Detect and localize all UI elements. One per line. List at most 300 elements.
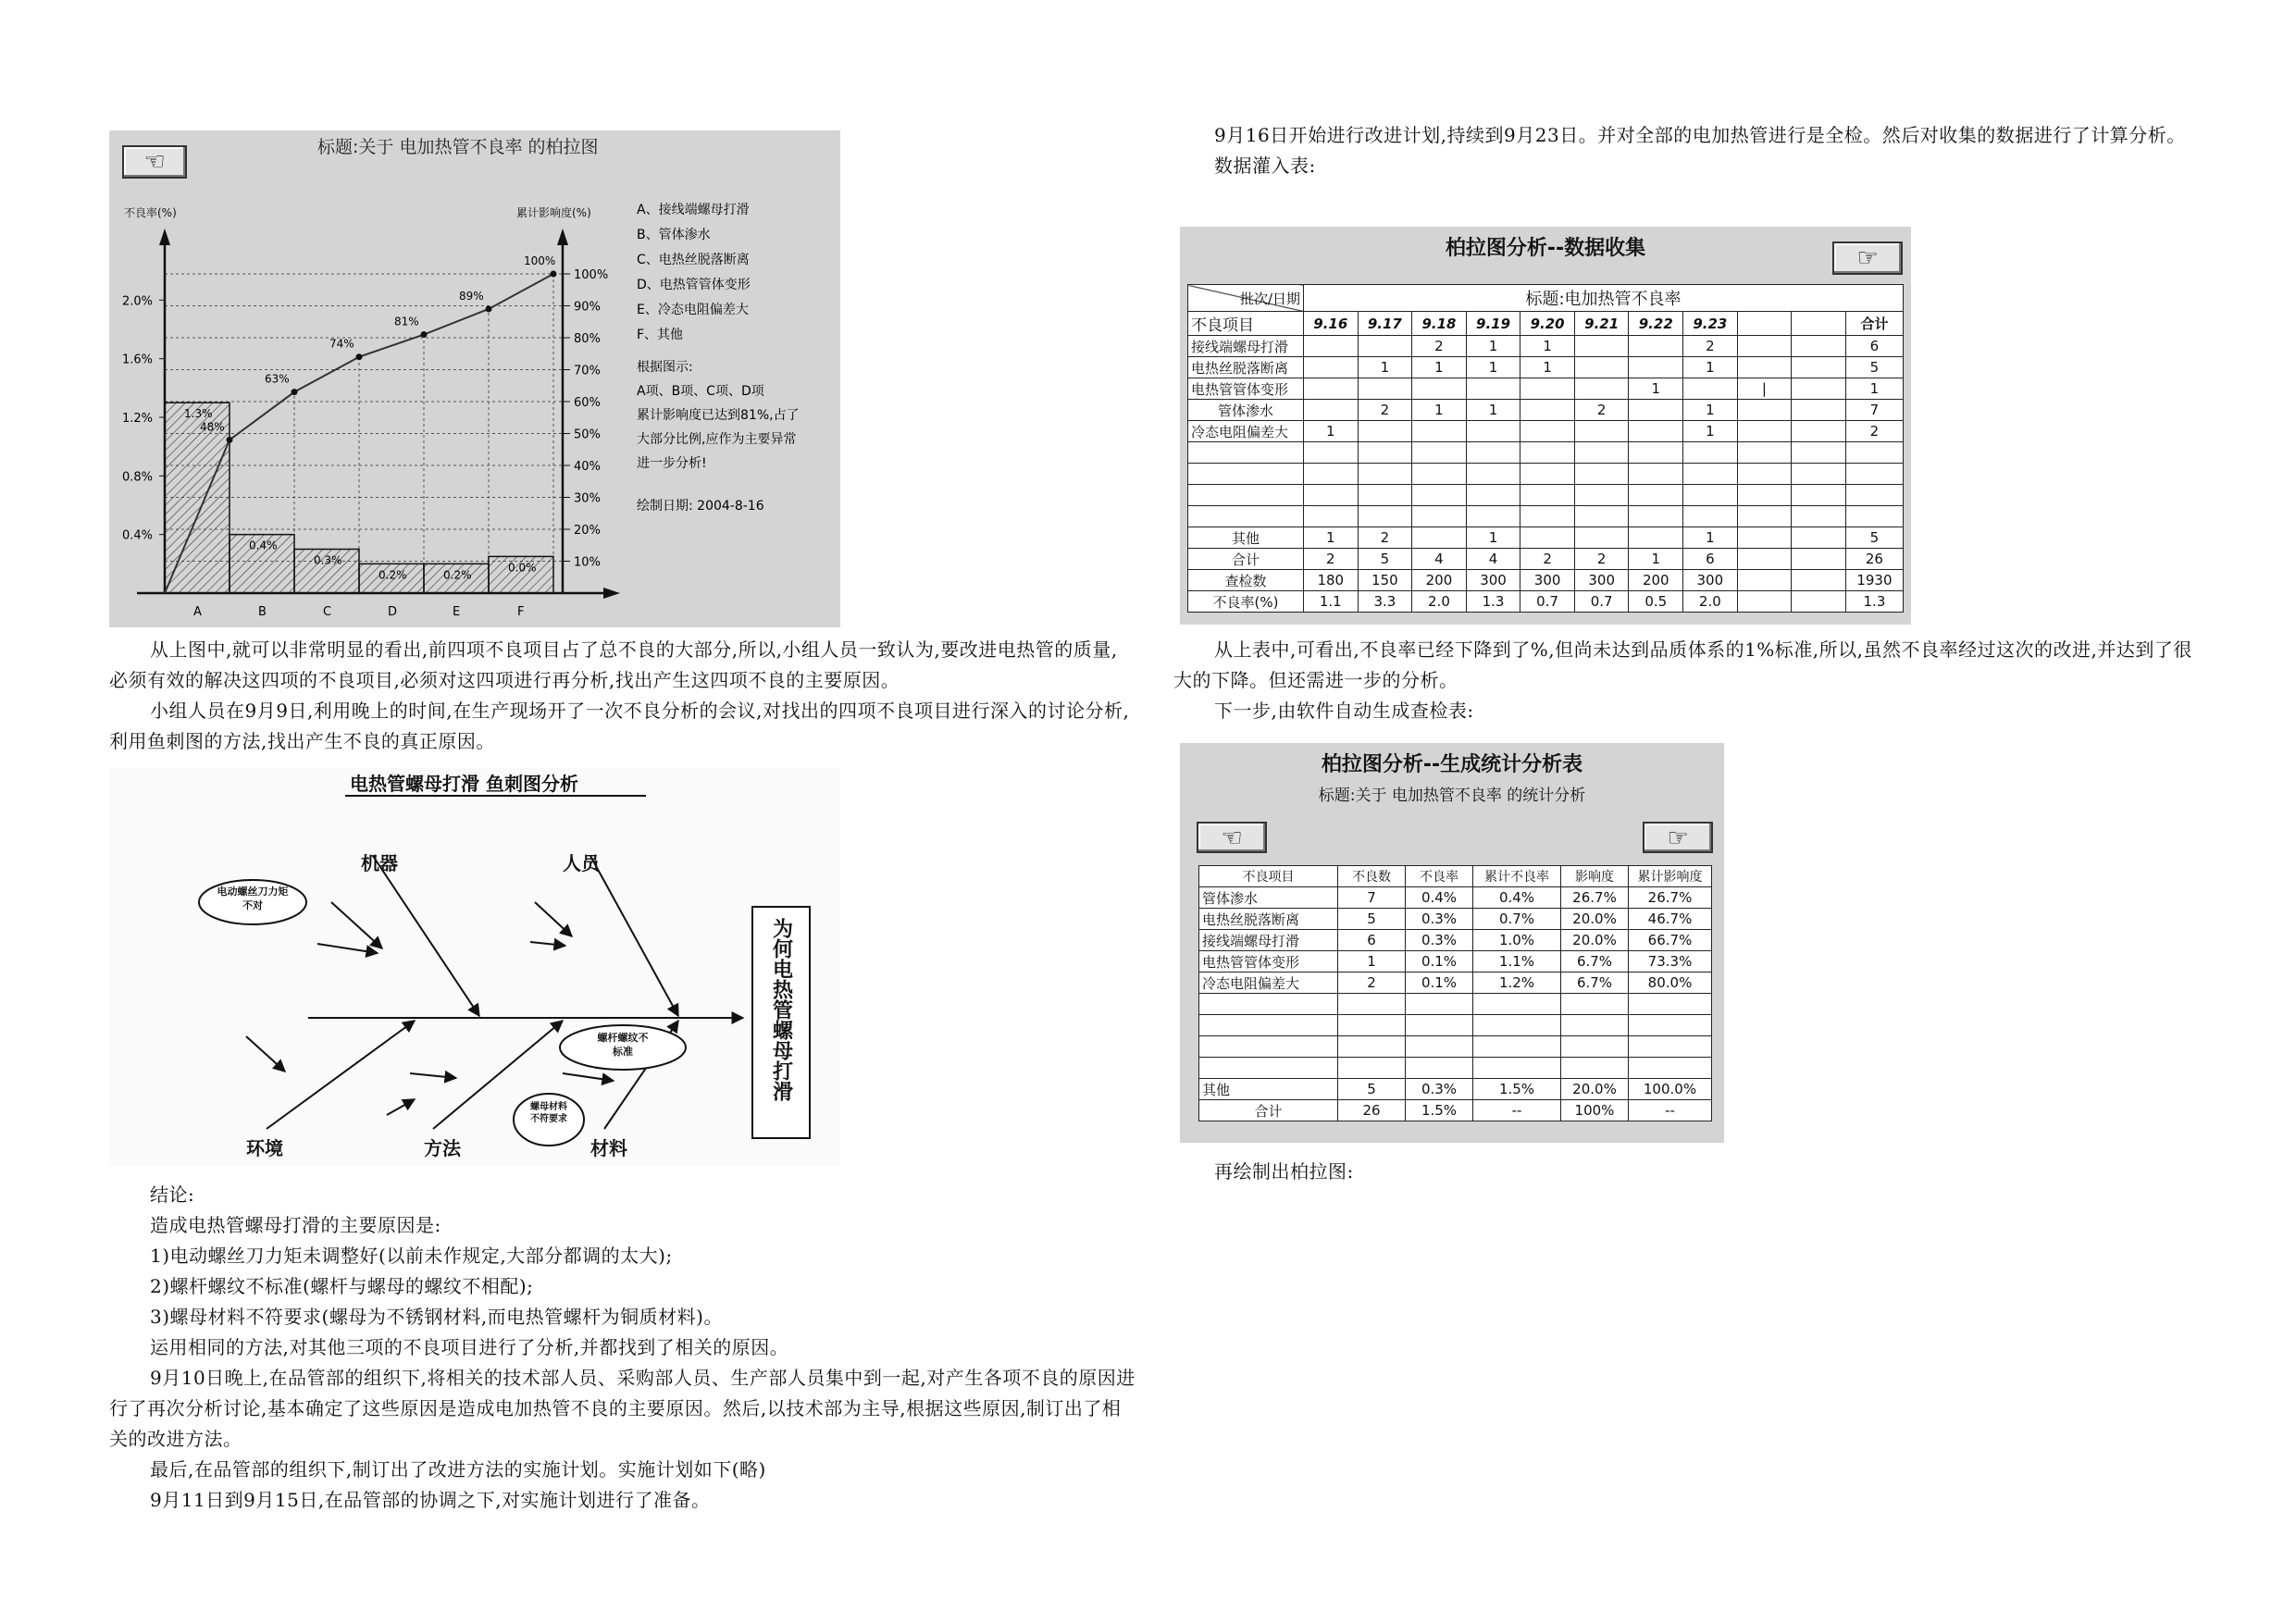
table-cell: 0.3% [1406, 930, 1473, 951]
table-cell: 2 [1845, 421, 1903, 442]
table-cell: 接线端螺母打滑 [1199, 930, 1338, 951]
table-cell: 1.2% [1473, 973, 1561, 994]
category-label: E [453, 605, 461, 619]
category-label: B [258, 605, 267, 619]
table-cell: 1 [1338, 951, 1406, 973]
table-cell: 26.7% [1629, 887, 1712, 909]
table-cell [1520, 485, 1575, 506]
table-cell: 1 [1520, 336, 1575, 357]
row-label [1188, 442, 1304, 464]
date-header: 9.23 [1683, 312, 1738, 336]
table-cell: 6 [1338, 930, 1406, 951]
cumulative-point [356, 353, 363, 360]
table-cell [1792, 570, 1846, 591]
table-cell [1792, 591, 1846, 613]
table-cell: 5 [1338, 1079, 1406, 1100]
table-cell [1629, 506, 1683, 527]
table-cell: 1 [1520, 357, 1575, 378]
table-cell: 6.7% [1561, 951, 1629, 973]
table-cell: 2 [1574, 400, 1629, 421]
table-cell: 6 [1683, 549, 1738, 570]
category-label: A [193, 605, 202, 619]
category-label: F [517, 605, 525, 619]
table-cell [1792, 357, 1846, 378]
category-material: 材料 [590, 1137, 627, 1159]
table-cell [1574, 442, 1629, 464]
stat-header: 累计不良率 [1473, 866, 1561, 887]
table-cell: 电热丝脱落断离 [1199, 909, 1338, 930]
table-cell [1629, 994, 1712, 1015]
table-cell: 1 [1466, 527, 1520, 549]
table-cell [1561, 1036, 1629, 1058]
table-cell: 1 [1358, 357, 1412, 378]
right-tick-label: 50% [574, 427, 601, 442]
table-cell [1629, 1058, 1712, 1079]
row-label: 不良率(%) [1188, 591, 1304, 613]
table-cell: 1.1% [1473, 951, 1561, 973]
table-cell [1792, 464, 1846, 485]
table-cell [1358, 442, 1412, 464]
table-cell: 2 [1412, 336, 1467, 357]
date-header: 9.18 [1412, 312, 1467, 336]
x-axis-arrow [603, 588, 620, 599]
left-text-lower [109, 1180, 1136, 1516]
table-cell [1792, 527, 1846, 549]
table-cell: 0.4% [1473, 887, 1561, 909]
fishbone-diagram [109, 768, 840, 1166]
date-header: 9.19 [1466, 312, 1520, 336]
table-cell: 20.0% [1561, 909, 1629, 930]
table-cell [1358, 421, 1412, 442]
table-cell [1520, 400, 1575, 421]
table-cell [1358, 378, 1412, 400]
paragraph-data-input: 数据灌入表: [1214, 155, 1316, 177]
table-row [1199, 887, 1712, 909]
bar-value-label: 1.3% [184, 407, 213, 421]
table-cell [1737, 570, 1792, 591]
table-cell [1737, 464, 1792, 485]
table-cell [1683, 485, 1738, 506]
table-cell [1629, 1015, 1712, 1036]
category-people: 人员 [563, 852, 600, 874]
table-cell [1520, 464, 1575, 485]
legend-item: C、电热丝脱落断离 [637, 253, 750, 267]
paragraph-plan: 最后,在品管部的组织下,制订出了改进方法的实施计划。实施计划如下(略) [150, 1458, 766, 1481]
table-cell [1338, 1015, 1406, 1036]
stat-title: 柏拉图分析--生成统计分析表 [1321, 753, 1583, 776]
table-cell: 7 [1338, 887, 1406, 909]
table-cell [1338, 1058, 1406, 1079]
table-cell [1845, 464, 1903, 485]
right-tick-label: 30% [574, 491, 601, 506]
table-cell [1629, 527, 1683, 549]
table-cell [1358, 336, 1412, 357]
table-cell [1466, 421, 1520, 442]
table-cell [1737, 591, 1792, 613]
cause-2: 2)螺杆螺纹不标准(螺杆与螺母的螺纹不相配); [150, 1275, 534, 1297]
table-cell: 2 [1574, 549, 1629, 570]
bar-value-label: 0.4% [249, 539, 278, 552]
date-header: 9.20 [1520, 312, 1575, 336]
table-cell: 4 [1466, 549, 1520, 570]
table-cell [1737, 400, 1792, 421]
table-cell: 2 [1304, 549, 1359, 570]
table-cell: 0.5 [1629, 591, 1683, 613]
table-cell [1473, 1015, 1561, 1036]
left-tick-label: 0.4% [122, 528, 154, 543]
table-cell: 1 [1629, 549, 1683, 570]
stat-subtitle: 标题:关于 电加热管不良率 的统计分析 [1318, 787, 1586, 805]
conclusion-intro: 造成电热管螺母打滑的主要原因是: [150, 1214, 441, 1236]
table-row [1199, 1036, 1712, 1058]
table-cell [1845, 442, 1903, 464]
table-row [1188, 591, 1904, 613]
table-row [1199, 1015, 1712, 1036]
table-cell: 1 [1412, 357, 1467, 378]
table-cell: -- [1473, 1100, 1561, 1121]
table-cell [1304, 378, 1359, 400]
cumulative-label: 63% [265, 372, 290, 386]
cumulative-point [421, 331, 428, 338]
table-cell: 5 [1845, 357, 1903, 378]
row-label: 合计 [1188, 549, 1304, 570]
table-cell [1845, 485, 1903, 506]
table-cell [1629, 464, 1683, 485]
table-cell: 0.7% [1473, 909, 1561, 930]
table-cell [1574, 421, 1629, 442]
table-cell: 1 [1683, 527, 1738, 549]
table-cell [1304, 485, 1359, 506]
table-cell: 1 [1683, 400, 1738, 421]
table-cell [1574, 464, 1629, 485]
table-cell: 26 [1338, 1100, 1406, 1121]
table-cell [1199, 1058, 1338, 1079]
note-line: 累计影响度已达到81%,占了 [637, 408, 800, 423]
cumulative-label: 48% [200, 420, 225, 434]
table-cell [1466, 464, 1520, 485]
table-cell [1304, 442, 1359, 464]
total-header: 合计 [1845, 312, 1903, 336]
note-line: 根据图示: [637, 360, 693, 375]
table-cell [1358, 506, 1412, 527]
table-cell: 300 [1520, 570, 1575, 591]
stat-table [1198, 865, 1712, 1121]
table-row [1188, 442, 1904, 464]
table-cell [1737, 442, 1792, 464]
table-cell: 20.0% [1561, 1079, 1629, 1100]
legend-item: E、冷态电阻偏差大 [637, 303, 749, 317]
paragraph-improve: 9月16日开始进行改进计划,持续到9月23日。并对全部的电加热管进行是全检。然后对收集的数据进行了计算分析。 [1214, 124, 2186, 146]
table-cell [1520, 506, 1575, 527]
table-cell: 2.0 [1683, 591, 1738, 613]
date-header: 9.22 [1629, 312, 1683, 336]
table-cell: 1 [1466, 336, 1520, 357]
corner-bottom: 不良项目 [1188, 312, 1304, 336]
row-label: 其他 [1188, 527, 1304, 549]
table-cell [1574, 336, 1629, 357]
data-collect-table [1187, 284, 1904, 613]
table-cell: 1 [1412, 400, 1467, 421]
left-tick-label: 1.6% [122, 353, 154, 367]
right-text-top [1173, 120, 2196, 181]
table-cell: 2 [1683, 336, 1738, 357]
table-cell [1304, 400, 1359, 421]
table-cell [1520, 527, 1575, 549]
table-cell [1737, 549, 1792, 570]
left-text-upper [109, 635, 1136, 757]
table-cell: 0.1% [1406, 951, 1473, 973]
bar-value-label: 0.2% [379, 568, 407, 582]
collect-subtitle: 标题:电加热管不良率 [1304, 285, 1904, 312]
table-cell: 1 [1683, 421, 1738, 442]
table-cell: 2 [1358, 400, 1412, 421]
right-tick-label: 10% [574, 555, 601, 570]
table-cell: 73.3% [1629, 951, 1712, 973]
oval-thread-text: 螺杆螺纹不标准 [597, 1032, 649, 1058]
table-cell [1520, 442, 1575, 464]
note-line: A项、B项、C项、D项 [637, 384, 764, 399]
table-cell: 冷态电阻偏差大 [1199, 973, 1338, 994]
table-cell [1629, 442, 1683, 464]
table-cell [1412, 485, 1467, 506]
table-cell [1406, 994, 1473, 1015]
table-cell: 6 [1845, 336, 1903, 357]
stat-header: 影响度 [1561, 866, 1629, 887]
table-cell [1406, 1058, 1473, 1079]
table-cell: 1.5% [1406, 1100, 1473, 1121]
table-cell: 100.0% [1629, 1079, 1712, 1100]
table-cell: 1 [1304, 527, 1359, 549]
oval-torque-text: 电动螺丝刀力矩不对 [217, 886, 289, 911]
table-cell [1792, 549, 1846, 570]
table-cell [1683, 442, 1738, 464]
row-label [1188, 485, 1304, 506]
table-cell [1412, 506, 1467, 527]
table-cell: 0.7 [1520, 591, 1575, 613]
right-hand-icon: ☞ [1856, 244, 1879, 272]
table-cell [1574, 357, 1629, 378]
table-cell: 66.7% [1629, 930, 1712, 951]
table-cell: 1 [1845, 378, 1903, 400]
right-tick-label: 80% [574, 332, 601, 346]
table-cell: 26.7% [1561, 887, 1629, 909]
cumulative-label: 74% [329, 337, 354, 351]
fishbone-title: 电热管螺母打滑 鱼刺图分析 [350, 773, 578, 795]
table-cell [1792, 485, 1846, 506]
table-cell: 1 [1304, 421, 1359, 442]
stat-header: 累计影响度 [1629, 866, 1712, 887]
fishbone-head: 为何电热管螺母打滑 [769, 918, 793, 1101]
legend-item: D、电热管管体变形 [637, 278, 751, 292]
table-cell [1629, 1036, 1712, 1058]
table-cell [1412, 378, 1467, 400]
left-axis-arrow [159, 229, 170, 245]
right-tick-label: 90% [574, 300, 601, 315]
table-cell [1574, 506, 1629, 527]
table-cell: 20.0% [1561, 930, 1629, 951]
table-cell [1629, 357, 1683, 378]
paragraph-sep11: 9月11日到9月15日,在品管部的协调之下,对实施计划进行了准备。 [150, 1489, 711, 1511]
paragraph-next-step: 下一步,由软件自动生成查检表: [1214, 700, 1474, 722]
table-cell [1574, 527, 1629, 549]
row-label: 电热管管体变形 [1188, 378, 1304, 400]
table-cell: 1930 [1845, 570, 1903, 591]
table-cell: 2 [1338, 973, 1406, 994]
row-label: 管体渗水 [1188, 400, 1304, 421]
left-axis-label: 不良率(%) [124, 206, 177, 219]
table-row [1199, 1100, 1712, 1121]
left-tick-label: 2.0% [122, 294, 154, 309]
table-cell [1473, 1058, 1561, 1079]
table-cell [1629, 400, 1683, 421]
right-tick-label: 100% [574, 268, 609, 282]
table-cell: 0.3% [1406, 909, 1473, 930]
table-cell [1574, 378, 1629, 400]
table-cell [1358, 485, 1412, 506]
table-cell [1737, 357, 1792, 378]
cumulative-point [292, 389, 298, 395]
table-cell: 1.0% [1473, 930, 1561, 951]
table-cell [1629, 485, 1683, 506]
table-cell [1466, 506, 1520, 527]
table-cell: 3.3 [1358, 591, 1412, 613]
table-cell: 200 [1629, 570, 1683, 591]
table-cell [1473, 994, 1561, 1015]
table-cell [1412, 527, 1467, 549]
table-row [1188, 549, 1904, 570]
table-cell [1520, 378, 1575, 400]
table-cell [1473, 1036, 1561, 1058]
table-row [1199, 930, 1712, 951]
table-cell [1792, 400, 1846, 421]
table-row [1188, 400, 1904, 421]
table-cell: 5 [1845, 527, 1903, 549]
table-cell [1199, 994, 1338, 1015]
table-cell: 1.5% [1473, 1079, 1561, 1100]
right-axis-label: 累计影响度(%) [516, 206, 591, 219]
table-row [1188, 485, 1904, 506]
table-cell [1792, 421, 1846, 442]
table-cell: 46.7% [1629, 909, 1712, 930]
table-cell [1792, 506, 1846, 527]
next-page-button[interactable] [1832, 242, 1903, 275]
paragraph-analysis: 从上图中,就可以非常明显的看出,前四项不良项目占了总不良的大部分,所以,小组人员一致认为,要改进电热管的质量,必须有效的解决这四项的不良项目,必须对这四项进行再分析,找出产生这四项不良的主要原因。 [109, 638, 1118, 691]
table-cell [1466, 485, 1520, 506]
table-cell [1737, 336, 1792, 357]
table-cell [1358, 464, 1412, 485]
row-label: 电热丝脱落断离 [1188, 357, 1304, 378]
table-cell [1683, 506, 1738, 527]
table-cell: | [1737, 378, 1792, 400]
legend-item: B、管体渗水 [637, 228, 711, 242]
left-hand-icon: ☜ [143, 148, 166, 176]
table-cell [1199, 1036, 1338, 1058]
table-cell [1338, 994, 1406, 1015]
row-label [1188, 506, 1304, 527]
table-cell [1561, 1058, 1629, 1079]
table-cell [1338, 1036, 1406, 1058]
fishbone-panel [109, 768, 840, 1166]
pareto-chart [109, 130, 840, 627]
table-row [1188, 357, 1904, 378]
conclusion-heading: 结论: [150, 1183, 195, 1206]
legend-item: A、接线端螺母打滑 [637, 203, 750, 217]
right-tick-label: 70% [574, 364, 601, 378]
date-header: 9.21 [1574, 312, 1629, 336]
date-header: 9.17 [1358, 312, 1412, 336]
table-cell: 1.3 [1845, 591, 1903, 613]
stat-next-button[interactable] [1643, 822, 1713, 853]
table-cell: 2 [1520, 549, 1575, 570]
right-hand-icon: ☞ [1667, 824, 1689, 852]
table-cell [1406, 1015, 1473, 1036]
table-cell [1412, 421, 1467, 442]
table-cell: 合计 [1199, 1100, 1338, 1121]
table-cell: 300 [1574, 570, 1629, 591]
table-cell [1737, 421, 1792, 442]
table-cell: 0.1% [1406, 973, 1473, 994]
table-cell: 80.0% [1629, 973, 1712, 994]
table-cell: 5 [1338, 909, 1406, 930]
cumulative-label: 81% [394, 315, 419, 328]
paragraph-sep10: 9月10日晚上,在品管部的组织下,将相关的技术部人员、采购部人员、生产部人员集中到一起,对产生各项不良的原因进行了再次分析讨论,基本确定了这些原因是造成电加热管不良的主要原因。然后,以技术部为主导,根据这些原因,制订出了相关的改进方法。 [109, 1367, 1136, 1450]
table-cell [1683, 378, 1738, 400]
stat-header: 不良数 [1338, 866, 1406, 887]
table-cell: 26 [1845, 549, 1903, 570]
table-cell: 1 [1466, 357, 1520, 378]
corner-top: 批次/日期 [1188, 285, 1304, 312]
paragraph-meeting: 小组人员在9月9日,利用晚上的时间,在生产现场开了一次不良分析的会议,对找出的四项不良项目进行深入的讨论分析,利用鱼刺图的方法,找出产生不良的真正原因。 [109, 700, 1130, 752]
stat-prev-button[interactable] [1197, 822, 1267, 853]
cumulative-label: 100% [524, 254, 556, 267]
row-label: 查检数 [1188, 570, 1304, 591]
table-row [1199, 1058, 1712, 1079]
right-text-middle [1173, 635, 2196, 726]
table-row [1199, 951, 1712, 973]
cumulative-point [486, 305, 492, 312]
table-cell: 2.0 [1412, 591, 1467, 613]
bar-value-label: 0.3% [314, 553, 342, 567]
table-cell [1561, 1015, 1629, 1036]
table-cell: 1 [1629, 378, 1683, 400]
date-label: 绘制日期: 2004-8-16 [637, 499, 764, 514]
oval-nut-material-text: 螺母材料不符要求 [530, 1102, 567, 1124]
table-cell [1845, 506, 1903, 527]
table-cell: 300 [1466, 570, 1520, 591]
table-cell [1466, 378, 1520, 400]
date-header: 9.16 [1304, 312, 1359, 336]
table-cell [1574, 485, 1629, 506]
category-machine: 机器 [361, 852, 398, 874]
table-cell [1304, 357, 1359, 378]
chart-title: 标题:关于 电加热管不良率 的柏拉图 [317, 137, 599, 157]
table-row [1199, 994, 1712, 1015]
table-row [1199, 909, 1712, 930]
table-cell: 1 [1683, 357, 1738, 378]
collect-title: 柏拉图分析--数据收集 [1445, 237, 1646, 260]
table-cell [1792, 378, 1846, 400]
table-cell: 5 [1358, 549, 1412, 570]
stat-header: 不良率 [1406, 866, 1473, 887]
table-cell [1412, 442, 1467, 464]
paragraph-redraw: 再绘制出柏拉图: [1214, 1160, 1354, 1183]
table-cell [1520, 421, 1575, 442]
table-cell: 300 [1683, 570, 1738, 591]
date-header [1792, 312, 1846, 336]
table-cell [1737, 506, 1792, 527]
table-cell: 4 [1412, 549, 1467, 570]
table-cell [1199, 1015, 1338, 1036]
